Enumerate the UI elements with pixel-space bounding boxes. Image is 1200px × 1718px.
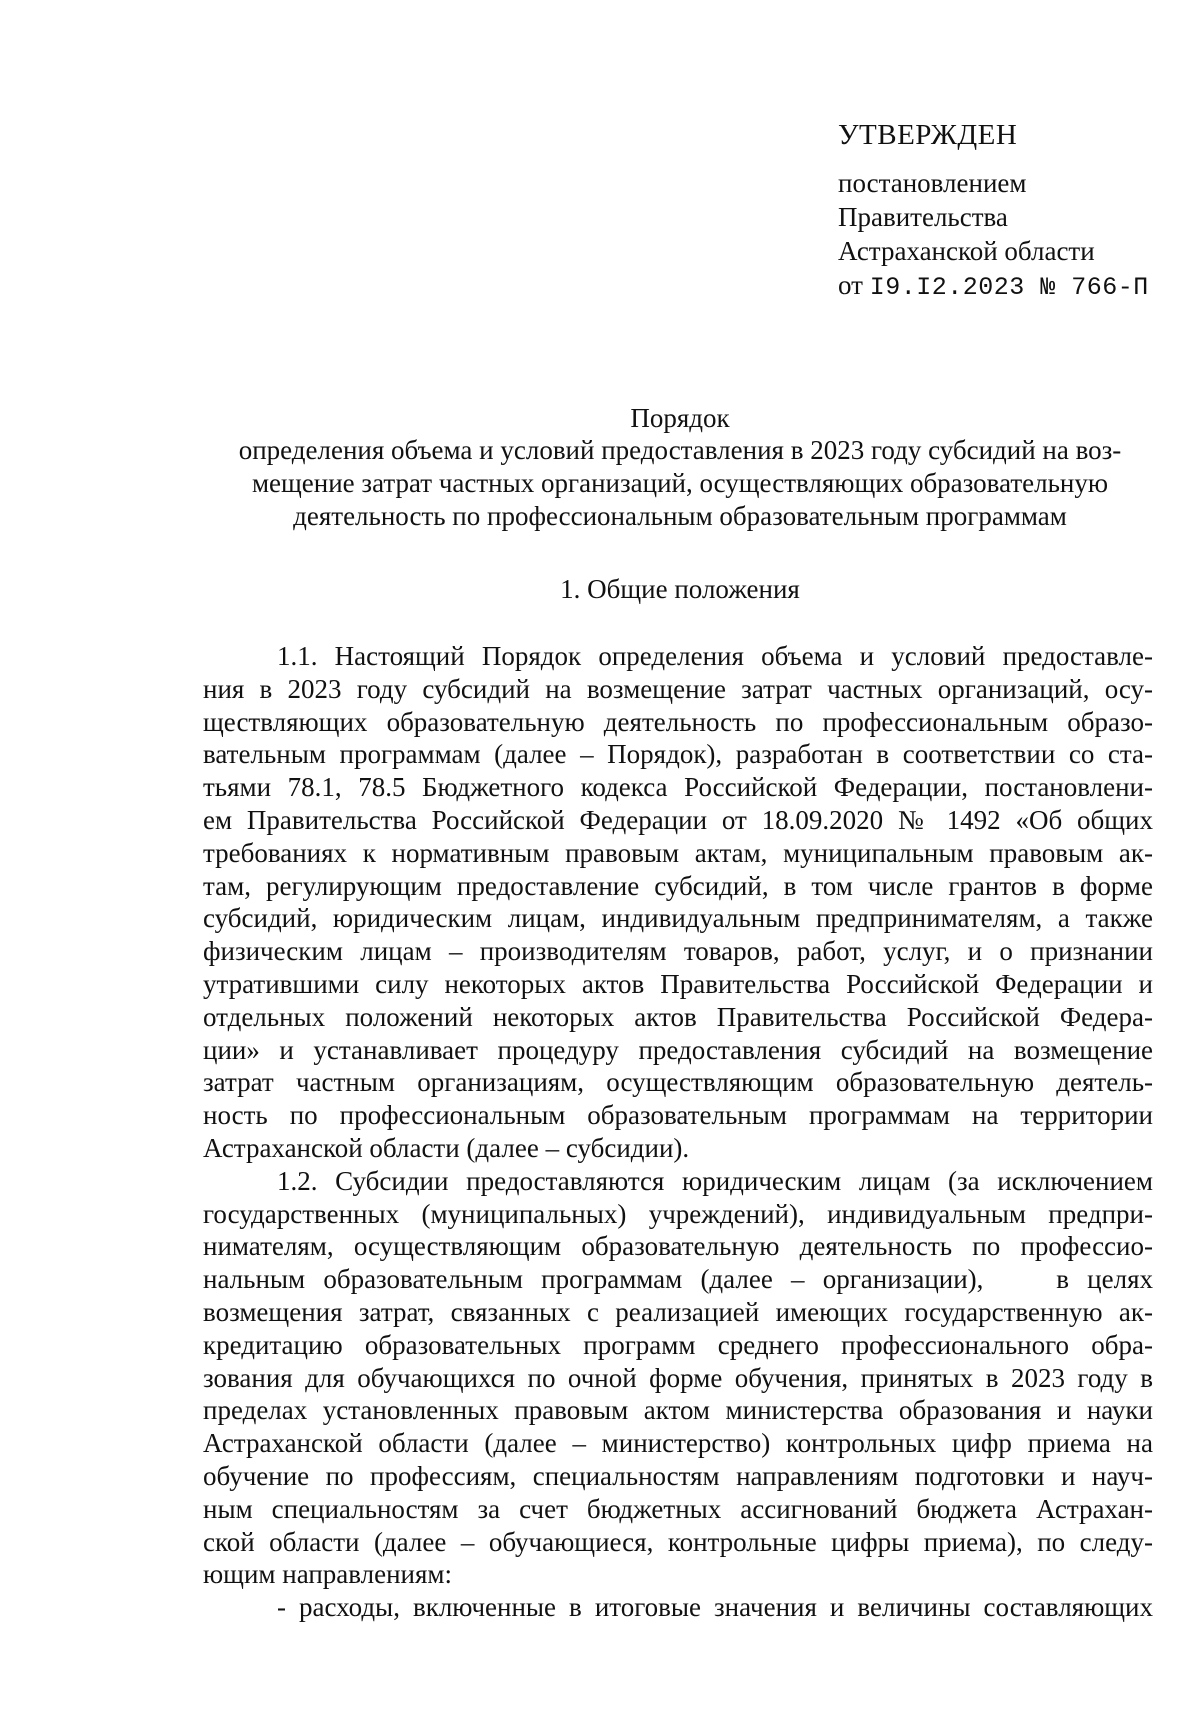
text-line: пределах установленных правовым актом министерства образования и науки bbox=[203, 1395, 1153, 1426]
text-line: ющим направлениям: bbox=[203, 1559, 453, 1590]
approval-date-number: I9.I2.2023 № 766-П bbox=[869, 273, 1149, 302]
section-title: 1. Общие положения bbox=[560, 574, 800, 604]
text-line: нальным образовательным программам (далее – организации), в целях bbox=[203, 1264, 1153, 1295]
text-line: субсидий, юридическим лицам, индивидуальным предпринимателям, а также bbox=[203, 903, 1153, 934]
document-subtitle-line: определения объема и условий предоставления в 2023 году субсидий на воз- bbox=[238, 435, 1122, 465]
approval-block bbox=[838, 118, 1158, 305]
text-line: 1.1. Настоящий Порядок определения объема и условий предоставле- bbox=[277, 641, 1153, 671]
text-line: ность по профессиональным образовательным программам на территории bbox=[203, 1100, 1153, 1131]
text-line: зования для обучающихся по очной форме обучения, принятых в 2023 году в bbox=[203, 1362, 1153, 1393]
text-line: ществляющих образовательную деятельность по профессиональным образо- bbox=[203, 706, 1153, 737]
paragraph-1-1 bbox=[203, 640, 1153, 1165]
text-line: ции» и устанавливает процедуру предоставления субсидий на возмещение bbox=[203, 1034, 1153, 1065]
text-line: обучение по профессиям, специальностям направлениям подготовки и науч- bbox=[203, 1460, 1153, 1491]
text-line: отдельных положений некоторых актов Правительства Российской Федера- bbox=[203, 1001, 1153, 1032]
document-subtitle-line: деятельность по профессиональным образовательным программам bbox=[293, 501, 1067, 531]
approval-date-line bbox=[838, 268, 1158, 305]
approval-line: Астраханской области bbox=[838, 236, 1095, 266]
document-title: Порядок bbox=[630, 403, 730, 433]
text-line: ем Правительства Российской Федерации от 18.09.2020 № 1492 «Об общих bbox=[203, 804, 1153, 835]
text-line: Астраханской области (далее – министерство) контрольных цифр приема на bbox=[203, 1428, 1153, 1459]
document-body bbox=[203, 640, 1153, 1624]
approval-line: постановлением bbox=[838, 168, 1027, 198]
text-line: нимателям, осуществляющим образовательную деятельность по профессио- bbox=[203, 1231, 1153, 1262]
approval-title: УТВЕРЖДЕН bbox=[838, 119, 1018, 151]
text-line: физическим лицам – производителям товаров, работ, услуг, и о признании bbox=[203, 936, 1153, 967]
document-heading bbox=[200, 402, 1160, 533]
text-line: затрат частным организациям, осуществляющим образовательную деятель- bbox=[203, 1067, 1153, 1098]
paragraph-1-2 bbox=[203, 1165, 1153, 1591]
text-line: возмещения затрат, связанных с реализацией имеющих государственную ак- bbox=[203, 1296, 1153, 1327]
list bbox=[203, 1591, 1153, 1624]
text-line: утратившими силу некоторых актов Правительства Российской Федерации и bbox=[203, 968, 1153, 999]
text-line: ния в 2023 году субсидий на возмещение затрат частных организаций, осу- bbox=[203, 673, 1153, 704]
text-line: кредитацию образовательных программ среднего профессионального обра- bbox=[203, 1329, 1153, 1360]
text-line: вательным программам (далее – Порядок), разработан в соответствии со ста- bbox=[203, 739, 1153, 770]
text-line: Астраханской области (далее – субсидии). bbox=[203, 1132, 690, 1163]
document-subtitle-line: мещение затрат частных организаций, осуществляющих образовательную bbox=[251, 468, 1109, 498]
text-line: 1.2. Субсидии предоставляются юридическим лицам (за исключением bbox=[277, 1165, 1153, 1196]
text-line: там, регулирующим предоставление субсидий, в том числе грантов в форме bbox=[203, 870, 1153, 901]
text-line: ным специальностям за счет бюджетных ассигнований бюджета Астрахан- bbox=[203, 1493, 1153, 1524]
approval-date-prefix: от bbox=[838, 270, 863, 300]
approval-line: Правительства bbox=[838, 202, 1008, 232]
list-item: - расходы, включенные в итоговые значения и величины составляющих bbox=[277, 1592, 1153, 1623]
text-line: требованиях к нормативным правовым актам, муниципальным правовым ак- bbox=[203, 837, 1153, 868]
text-line: государственных (муниципальных) учреждений), индивидуальным предпри- bbox=[203, 1198, 1153, 1229]
text-line: ской области (далее – обучающиеся, контрольные цифры приема), по следу- bbox=[203, 1526, 1153, 1557]
text-line: тьями 78.1, 78.5 Бюджетного кодекса Российской Федерации, постановлени- bbox=[203, 772, 1153, 803]
